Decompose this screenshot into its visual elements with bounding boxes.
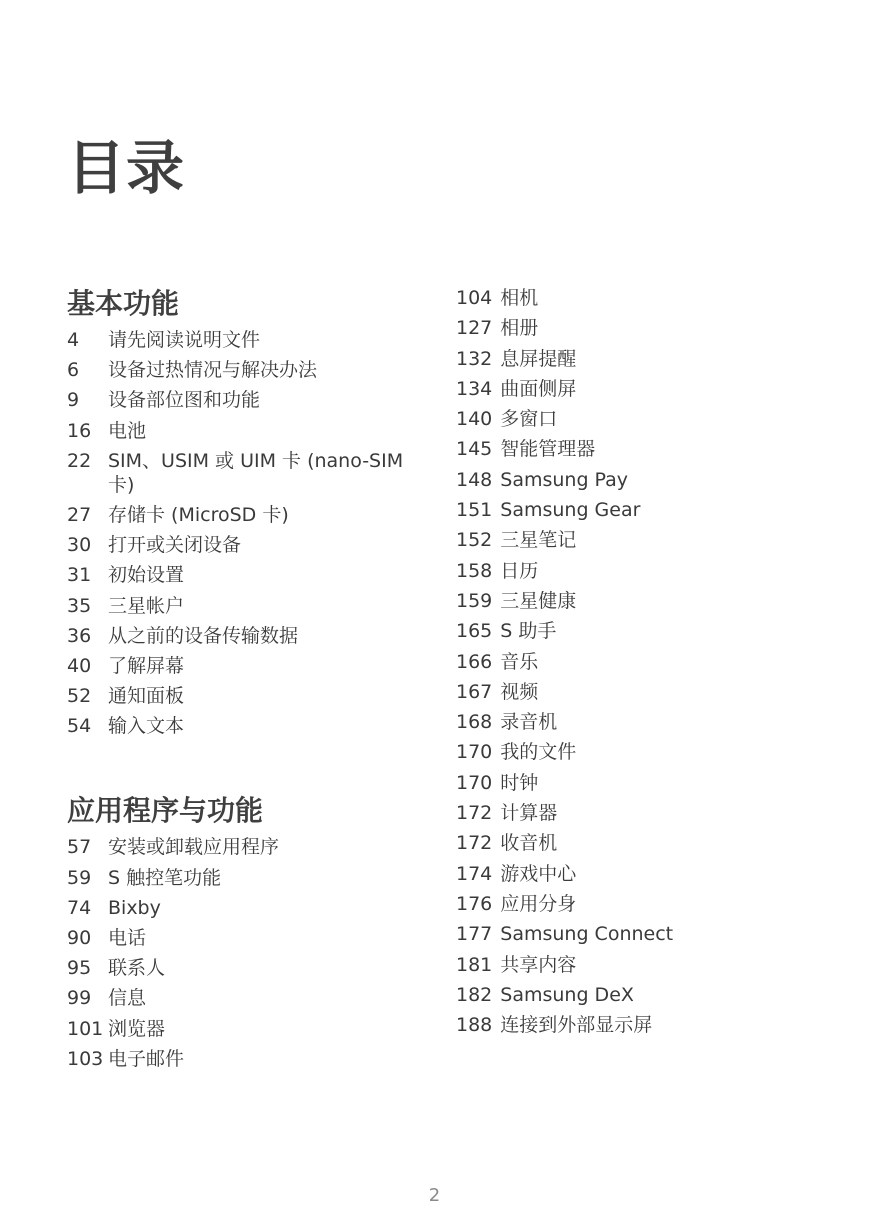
toc-entry-title: 游戏中心	[500, 862, 577, 885]
toc-entry-title: 请先阅读说明文件	[108, 329, 261, 351]
toc-entry[interactable]	[67, 926, 407, 950]
toc-entry[interactable]	[67, 986, 407, 1010]
toc-entry[interactable]	[456, 559, 836, 583]
toc-entry[interactable]	[456, 710, 836, 734]
toc-entry[interactable]	[67, 624, 407, 648]
toc-entry[interactable]	[456, 286, 836, 310]
toc-entry-title: 三星笔记	[500, 529, 577, 552]
toc-entry-title: 存储卡 (MicroSD 卡)	[108, 503, 289, 526]
toc-entry-title: 曲面侧屏	[500, 377, 577, 400]
page-number: 2	[428, 1185, 441, 1206]
toc-entry-title: SIM、USIM 或 UIM 卡 (nano-SIM 卡)	[108, 449, 404, 496]
toc-entry[interactable]	[67, 328, 407, 352]
toc-entry-title: 相机	[500, 287, 539, 309]
toc-entry[interactable]	[456, 740, 836, 764]
toc-entry-title: 时钟	[500, 771, 539, 794]
toc-entry[interactable]	[456, 892, 836, 916]
toc-entry[interactable]	[456, 983, 836, 1007]
toc-entry[interactable]	[67, 654, 407, 678]
toc-entry[interactable]	[67, 684, 407, 708]
toc-entry[interactable]	[456, 862, 836, 886]
toc-entry-title: 音乐	[500, 650, 539, 673]
toc-entry[interactable]	[456, 407, 836, 431]
toc-entry[interactable]	[456, 468, 836, 492]
toc-entry[interactable]	[67, 533, 407, 557]
toc-page-number: 74	[67, 896, 92, 919]
toc-page-number: 140	[456, 408, 493, 431]
toc-entry-title: 通知面板	[108, 685, 185, 708]
toc-entry[interactable]	[456, 831, 836, 855]
toc-entry[interactable]	[67, 1047, 407, 1071]
toc-entry-title: 安装或卸载应用程序	[108, 836, 280, 859]
toc-right-column	[456, 286, 836, 1043]
toc-page-number: 36	[67, 624, 92, 647]
toc-entry[interactable]	[67, 594, 407, 618]
toc-entry-title: 计算器	[500, 802, 558, 825]
toc-page-number: 103	[67, 1047, 104, 1070]
toc-entry[interactable]	[67, 388, 407, 412]
toc-entry-title: 息屏提醒	[500, 347, 577, 370]
toc-page-number: 104	[456, 287, 493, 309]
toc-page-number: 174	[456, 862, 493, 885]
toc-page-number: 16	[67, 419, 92, 442]
toc-list-continued	[456, 286, 836, 1037]
toc-page-number: 127	[456, 317, 493, 340]
toc-entry[interactable]	[67, 419, 407, 443]
toc-page-number: 95	[67, 957, 92, 980]
toc-entry-title: Samsung Gear	[500, 499, 641, 522]
toc-page-number: 40	[67, 654, 92, 677]
toc-page-number: 31	[67, 564, 92, 587]
toc-entry-title: Samsung DeX	[500, 983, 634, 1006]
toc-page-number: 176	[456, 892, 493, 915]
toc-entry-title: S 助手	[500, 620, 557, 643]
toc-page-number: 148	[456, 468, 493, 491]
toc-page-number: 166	[456, 650, 493, 673]
toc-page-number: 151	[456, 499, 493, 522]
toc-page-number: 90	[67, 927, 92, 949]
toc-entry[interactable]	[67, 358, 407, 382]
toc-entry[interactable]	[456, 619, 836, 643]
page-title: 目录	[67, 133, 186, 202]
toc-entry[interactable]	[456, 347, 836, 371]
toc-entry[interactable]	[456, 498, 836, 522]
toc-entry-title: 应用分身	[500, 892, 577, 915]
toc-entry-title: Samsung Connect	[500, 923, 674, 946]
toc-entry[interactable]	[67, 956, 407, 980]
toc-page-number: 159	[456, 589, 493, 612]
toc-entry-title: 共享内容	[500, 953, 577, 976]
toc-page-number: 168	[456, 711, 493, 734]
toc-entry[interactable]	[456, 771, 836, 795]
toc-page-number: 167	[456, 680, 493, 703]
toc-page-number: 57	[67, 836, 92, 859]
toc-entry-title: 从之前的设备传输数据	[108, 624, 299, 647]
toc-page-number: 181	[456, 953, 493, 976]
toc-entry-title: 信息	[108, 987, 147, 1010]
toc-entry-title: 打开或关闭设备	[108, 534, 242, 557]
toc-entry-title: 设备过热情况与解决办法	[108, 359, 318, 382]
toc-entry-title: S 触控笔功能	[108, 866, 222, 889]
toc-entry-title: 日历	[500, 559, 539, 582]
toc-entry-title: 录音机	[500, 711, 558, 734]
toc-entry[interactable]	[456, 377, 836, 401]
toc-entry[interactable]	[67, 866, 407, 890]
toc-page-number: 35	[67, 594, 92, 617]
toc-entry-title: 相册	[500, 317, 539, 340]
toc-entry[interactable]	[456, 953, 836, 977]
toc-left-column	[67, 286, 407, 1077]
toc-entry-title: 输入文本	[108, 715, 185, 738]
toc-list-basic	[67, 328, 407, 738]
toc-page-number: 172	[456, 832, 493, 855]
toc-page-number: 22	[67, 449, 92, 472]
toc-page-number: 6	[67, 359, 80, 382]
toc-page-number: 54	[67, 715, 92, 738]
toc-page-number: 177	[456, 923, 493, 946]
toc-page-number: 170	[456, 771, 493, 794]
toc-entry-title: 电池	[108, 419, 147, 442]
toc-page-number: 132	[456, 347, 493, 370]
toc-entry-title: 视频	[500, 680, 539, 703]
toc-entry[interactable]	[456, 589, 836, 613]
toc-page-number: 182	[456, 983, 493, 1006]
toc-entry-title: 浏览器	[108, 1017, 166, 1040]
toc-entry[interactable]	[67, 1017, 407, 1041]
toc-entry-title: 设备部位图和功能	[108, 389, 261, 412]
toc-entry[interactable]	[456, 650, 836, 674]
toc-entry[interactable]	[67, 896, 407, 920]
toc-entry[interactable]	[456, 528, 836, 552]
toc-entry[interactable]	[456, 437, 836, 461]
toc-entry[interactable]	[456, 1013, 836, 1037]
toc-entry[interactable]	[67, 563, 407, 587]
toc-page-number: 52	[67, 685, 92, 708]
toc-page-number: 158	[456, 559, 493, 582]
section-title-basic: 基本功能	[67, 287, 180, 320]
toc-page-number: 165	[456, 620, 493, 643]
toc-page-number: 172	[456, 802, 493, 825]
toc-entry[interactable]	[456, 922, 836, 946]
toc-entry-title: 我的文件	[500, 741, 577, 764]
toc-entry-title: 多窗口	[500, 408, 558, 431]
toc-page-number: 30	[67, 534, 92, 557]
toc-entry-title: 三星帐户	[108, 594, 185, 617]
toc-entry[interactable]	[67, 449, 407, 497]
toc-page-number: 188	[456, 1014, 493, 1037]
toc-entry-title: 联系人	[108, 957, 166, 980]
toc-page-number: 101	[67, 1017, 104, 1040]
toc-entry[interactable]	[456, 680, 836, 704]
toc-page-number: 59	[67, 866, 92, 889]
toc-entry-title: 了解屏幕	[108, 654, 185, 677]
toc-entry-title: 收音机	[500, 832, 558, 855]
toc-entry[interactable]	[456, 801, 836, 825]
toc-entry-title: 三星健康	[500, 589, 577, 612]
section-title-apps: 应用程序与功能	[67, 794, 264, 828]
toc-page-number: 134	[456, 377, 493, 400]
toc-entry[interactable]	[67, 714, 407, 738]
toc-entry-title: 电子邮件	[108, 1047, 185, 1070]
toc-entry-title: Samsung Pay	[500, 468, 629, 491]
toc-page-number: 99	[67, 987, 92, 1010]
toc-entry-title: 智能管理器	[500, 438, 596, 461]
toc-list-apps	[67, 835, 407, 1070]
toc-entry-title: 连接到外部显示屏	[500, 1014, 653, 1037]
toc-entry-title: 初始设置	[108, 564, 185, 587]
toc-entry-title: Bixby	[108, 896, 161, 919]
toc-page-number: 170	[456, 741, 493, 764]
toc-page-number: 4	[67, 329, 80, 351]
toc-entry[interactable]	[456, 316, 836, 340]
toc-entry-title: 电话	[108, 927, 147, 949]
toc-page-number: 145	[456, 438, 493, 461]
toc-page-number: 27	[67, 503, 92, 526]
toc-entry[interactable]	[67, 835, 407, 859]
toc-page-number: 9	[67, 389, 80, 412]
toc-page-number: 152	[456, 529, 493, 552]
toc-entry[interactable]	[67, 503, 407, 527]
